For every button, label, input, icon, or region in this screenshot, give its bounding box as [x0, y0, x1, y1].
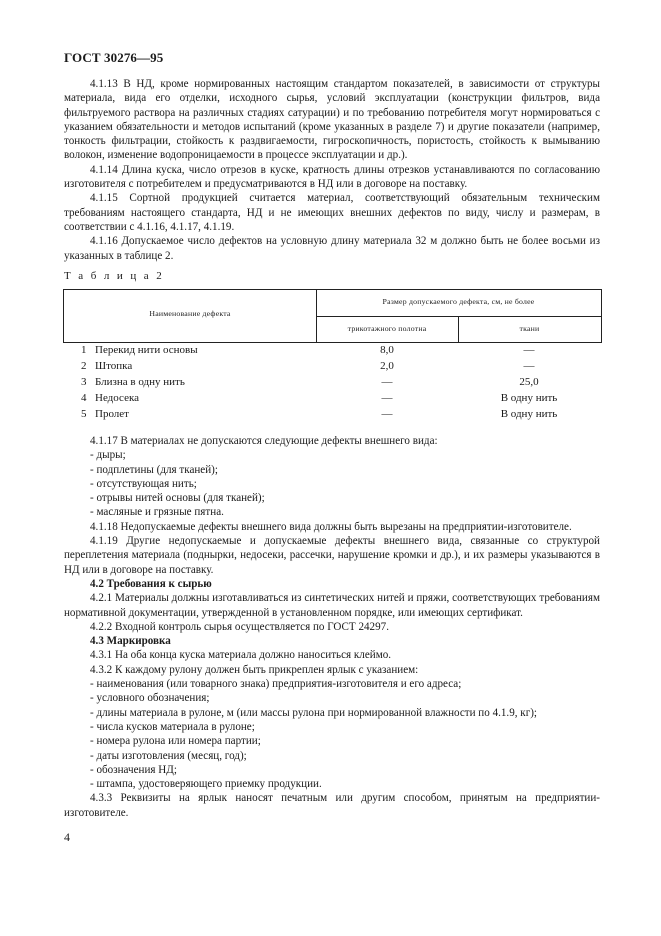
paragraph-4-3-2: 4.3.2 К каждому рулону должен быть прикреплен ярлык с указанием:	[90, 663, 419, 676]
list-item: - даты изготовления (месяц, год);	[90, 749, 247, 762]
column-header-defect-name: Наименование дефекта	[149, 309, 231, 318]
paragraph-4-1-14: 4.1.14 Длина куска, число отрезов в куске, кратность длины отрезков устанавливаются по согласованию изготовителя с потребителем и предусматриваются в НД или в договоре на поставку.	[64, 163, 600, 191]
list-item: - штампа, удостоверяющего приемку продукции.	[90, 778, 322, 791]
list-item: - номера рулона или номера партии;	[90, 735, 261, 748]
row-fabric-value: —	[523, 344, 535, 356]
row-fabric-value: —	[523, 360, 535, 372]
row-knit-value: 2,0	[380, 360, 394, 372]
row-defect-name: Недосека	[95, 392, 140, 404]
list-item: - подплетины (для тканей);	[90, 463, 218, 476]
paragraph-4-2-2: 4.2.2 Входной контроль сырья осуществляется по ГОСТ 24297.	[90, 620, 389, 633]
row-fabric-value: В одну нить	[500, 408, 558, 420]
list-item: - числа кусков материала в рулоне;	[90, 720, 255, 733]
list-item: - отсутствующая нить;	[90, 477, 197, 490]
paragraph-4-1-18: 4.1.18 Недопускаемые дефекты внешнего вида должны быть вырезаны на предприятии-изготовителе.	[90, 520, 572, 533]
list-item: - наименования (или товарного знака) предприятия-изготовителя и его адреса;	[90, 678, 462, 691]
table-divider	[316, 316, 601, 317]
paragraph-4-2-1: 4.2.1 Материалы должны изготавливаться из синтетических нитей и пряжи, соответствующих требованиям нормативной документации, утвержденной в установленном порядке, или имеющих сертификат.	[64, 592, 600, 619]
row-fabric-value: В одну нить	[500, 392, 558, 404]
row-knit-value: 8,0	[380, 344, 394, 356]
row-number: 3	[81, 376, 87, 388]
list-item: - дыры;	[90, 449, 126, 462]
row-number: 1	[81, 344, 87, 356]
table-row	[63, 392, 600, 408]
paragraph-4-1-19: 4.1.19 Другие недопускаемые и допускаемые дефекты внешнего вида, связанные со структурой переплетения материала (поднырки, недосеки, рассечки, нарушение кромки и др.), и их размеры указываются в НД или в договоре на поставку.	[64, 535, 600, 576]
row-knit-value: —	[381, 376, 393, 388]
row-defect-name: Перекид нити основы	[95, 344, 198, 356]
page-header-title: ГОСТ 30276—95	[64, 50, 164, 65]
column-header-fabric: ткани	[519, 324, 540, 333]
paragraph-4-1-17: 4.1.17 В материалах не допускаются следующие дефекты внешнего вида:	[90, 435, 438, 447]
list-item: - условного обозначения;	[90, 692, 210, 705]
list-item: - масляные и грязные пятна.	[90, 506, 224, 519]
table-caption: Т а б л и ц а 2	[64, 270, 165, 282]
table-2-header	[63, 289, 602, 343]
row-number: 4	[81, 392, 87, 404]
row-knit-value: —	[381, 392, 393, 404]
section-heading-4-3: 4.3 Маркировка	[90, 635, 171, 648]
paragraph-4-3-3: 4.3.3 Реквизиты на ярлык наносят печатным или другим способом, принятым на предприятии-изготовителе.	[64, 792, 600, 819]
section-heading-4-2: 4.2 Требования к сырью	[90, 577, 212, 590]
row-fabric-value: 25,0	[519, 376, 539, 388]
list-item: - обозначения НД;	[90, 763, 177, 776]
paragraph-4-3-1: 4.3.1 На оба конца куска материала должно наноситься клеймо.	[90, 649, 392, 662]
table-row	[63, 344, 600, 360]
table-row	[63, 376, 600, 392]
list-item: - отрывы нитей основы (для тканей);	[90, 492, 265, 505]
table-divider	[64, 342, 601, 343]
table-row	[63, 360, 600, 376]
row-knit-value: —	[381, 408, 393, 420]
row-defect-name: Пролет	[95, 408, 129, 420]
column-header-allowed-size: Размер допускаемого дефекта, см, не более	[382, 297, 535, 306]
row-number: 2	[81, 360, 87, 372]
paragraph-4-1-13: 4.1.13 В НД, кроме нормированных настоящим стандартом показателей, в зависимости от структуры материала, вида его отделки, исходного сырья, условий эксплуатации (конструкции фильтров, вида фильтруемого раствора на различных стадиях сатурации) и по требованию потребителя могут нормироваться с указанием обязательности и методов испытаний (кроме указанных в разделе 7) и другие показатели (например, тонкость фильтрации, стойкость к раздвигаемости, гигроскопичность, пористость, стойкость к вымыванию волокон, изменение водопроницаемости в процессе эксплуатации и др.).	[64, 78, 600, 162]
paragraph-4-1-16: 4.1.16 Допускаемое число дефектов на условную длину материала 32 м должно быть не более восьми из указанных в таблице 2.	[64, 235, 600, 262]
list-item	[64, 706, 600, 720]
paragraph-4-1-15: 4.1.15 Сортной продукцией считается материал, соответствующий обязательным техническим требованиям настоящего стандарта, НД и не имеющих внешних дефектов по виду, числу и размерам, в соответствии с 4.1.16, 4.1.17, 4.1.19.	[64, 192, 600, 233]
section-top-paragraphs	[64, 77, 600, 263]
row-defect-name: Близна в одну нить	[95, 376, 185, 388]
row-number: 5	[81, 408, 87, 420]
list-item-text: - длины материала в рулоне, м (или массы рулона при нормированной влажности по 4.1.9, кг);	[90, 706, 538, 719]
section-bottom-paragraphs	[64, 434, 600, 820]
table-row	[63, 408, 600, 424]
row-defect-name: Штопка	[95, 360, 133, 372]
column-header-knit: трикотажного полотна	[347, 324, 427, 333]
page-number: 4	[64, 830, 70, 844]
